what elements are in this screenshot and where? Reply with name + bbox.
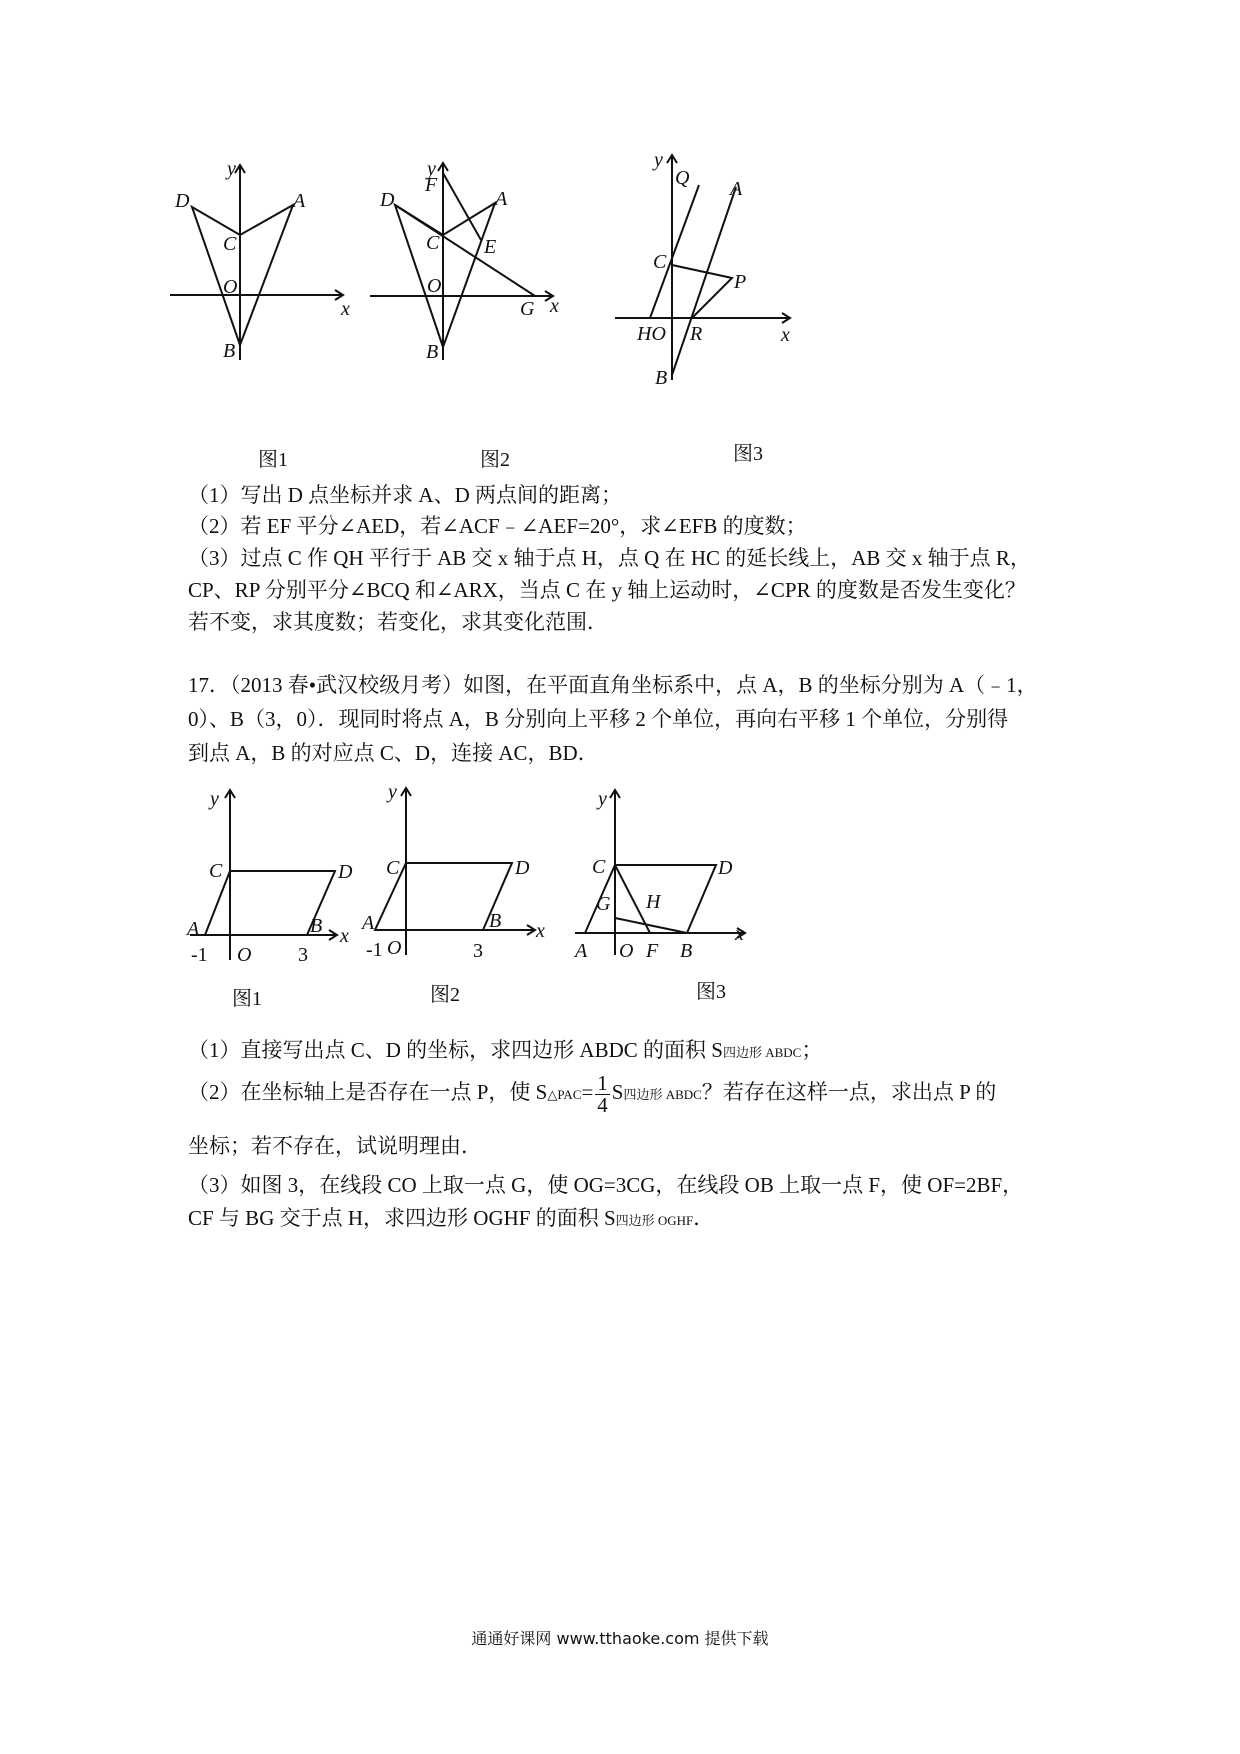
- label-B: B: [310, 915, 323, 937]
- segment-DG: [395, 205, 535, 296]
- label-C: C: [592, 856, 606, 878]
- q17-figure-1-caption: 图1: [232, 988, 262, 1010]
- label-O: O: [619, 940, 634, 962]
- label-C: C: [386, 857, 400, 879]
- tick-minus-1: -1: [366, 939, 383, 961]
- label-A: A: [293, 190, 306, 212]
- q17-part-3-line-1: （3）如图 3，在线段 CO 上取一点 G，使 OG=3CG，在线段 OB 上取一点 F，使 OF=2BF，: [188, 1173, 1024, 1197]
- q17-part-3-line-2: [188, 1203, 714, 1236]
- label-F: F: [646, 940, 659, 962]
- label-E: E: [484, 236, 497, 258]
- label-HO: HO: [637, 323, 666, 345]
- q17-part-2-sub1: △PAC: [547, 1087, 582, 1102]
- q16-figure-2-svg: [370, 155, 570, 370]
- label-O: O: [387, 937, 402, 959]
- label-x: x: [341, 298, 350, 320]
- q17-figure-2-caption: 图2: [430, 984, 460, 1006]
- q17-part-1-text: （1）直接写出点 C、D 的坐标，求四边形 ABDC 的面积 S: [188, 1038, 723, 1062]
- q16-line-2: （2）若 EF 平分∠AED，若∠ACF﹣∠AEF=20°，求∠EFB 的度数；: [188, 514, 807, 538]
- label-H: H: [646, 891, 661, 913]
- label-x: x: [735, 923, 744, 945]
- fraction-denominator: 4: [597, 1092, 608, 1117]
- label-y: y: [388, 781, 397, 803]
- label-D: D: [515, 857, 530, 879]
- label-A: A: [187, 918, 200, 940]
- label-F: F: [425, 174, 438, 196]
- label-O: O: [237, 944, 252, 966]
- q17-part-2-post: ？若存在这样一点，求出点 P 的: [701, 1080, 997, 1104]
- label-B: B: [426, 341, 439, 363]
- tick-minus-1: -1: [191, 944, 208, 966]
- q17-part-2-line-2: 坐标；若不存在，试说明理由．: [188, 1134, 482, 1158]
- polygon-DCAB: [192, 205, 293, 345]
- label-C: C: [223, 233, 237, 255]
- q16-figure-1: [165, 155, 355, 370]
- label-D: D: [175, 190, 190, 212]
- label-G: G: [520, 298, 535, 320]
- q16-line-4: CP、RP 分别平分∠BCQ 和∠ARX，当点 C 在 y 轴上运动时，∠CPR 的度数是否发生变化？: [188, 578, 1026, 602]
- label-O: O: [223, 276, 238, 298]
- label-y: y: [227, 158, 236, 180]
- label-D: D: [338, 861, 353, 883]
- q17-figure-1: [185, 785, 365, 965]
- q17-figure-3-svg: [570, 785, 770, 965]
- label-A: A: [495, 188, 508, 210]
- segment-GB: [615, 918, 687, 933]
- q17-figure-1-svg: [185, 785, 365, 965]
- label-y: y: [654, 149, 663, 171]
- q17-intro-line-2: 0）、B（3，0）．现同时将点 A，B 分别向上平移 2 个单位，再向右平移 1 个单位，分别得: [188, 707, 1009, 731]
- label-x: x: [781, 324, 790, 346]
- label-x: x: [536, 920, 545, 942]
- segment-FE: [443, 173, 481, 240]
- label-R: R: [690, 323, 703, 345]
- q17-part-1: [188, 1035, 822, 1068]
- label-B: B: [489, 910, 502, 932]
- q17-part-1-subscript: 四边形 ABDC: [722, 1045, 802, 1060]
- label-Q: Q: [675, 167, 690, 189]
- label-A: A: [575, 940, 588, 962]
- label-A: A: [730, 178, 743, 200]
- segments-CPR: [672, 265, 732, 318]
- q16-line-3: （3）过点 C 作 QH 平行于 AB 交 x 轴于点 H，点 Q 在 HC 的延长线上，AB 交 x 轴于点 R，: [188, 546, 1031, 570]
- label-D: D: [380, 189, 395, 211]
- q17-intro-line-3: 到点 A，B 的对应点 C、D，连接 AC，BD．: [188, 741, 599, 765]
- line-BA: [672, 187, 736, 375]
- q17-figure-2: [362, 780, 580, 962]
- label-C: C: [653, 251, 667, 273]
- q16-figure-3-svg: [610, 150, 805, 400]
- q17-part-3-subscript: 四边形 OGHF: [615, 1213, 694, 1228]
- q17-part-2: [188, 1068, 996, 1119]
- q17-part-2-sub2: 四边形 ABDC: [623, 1087, 702, 1102]
- q17-part-1-end: ；: [801, 1038, 823, 1062]
- segment-CF: [615, 865, 650, 933]
- label-x: x: [340, 925, 349, 947]
- page-footer: 通通好课网 www.tthaoke.com 提供下载: [471, 1629, 769, 1648]
- label-D: D: [718, 857, 733, 879]
- label-y: y: [598, 788, 607, 810]
- q17-figure-3: [570, 785, 770, 965]
- q17-figure-3-caption: 图3: [696, 981, 726, 1003]
- polygon-DCAB: [395, 203, 495, 347]
- label-C: C: [426, 232, 440, 254]
- q16-line-1: （1）写出 D 点坐标并求 A、D 两点间的距离；: [188, 483, 622, 507]
- label-B: B: [680, 940, 693, 962]
- q17-part-2-fraction: [595, 1070, 610, 1117]
- label-G: G: [596, 893, 611, 915]
- fraction-numerator: 1: [597, 1070, 608, 1095]
- label-B: B: [655, 367, 668, 389]
- q17-part-2-pre: （2）在坐标轴上是否存在一点 P，使 S: [188, 1080, 548, 1104]
- label-y: y: [427, 158, 436, 180]
- label-P: P: [734, 271, 747, 293]
- q17-part-3-line-2-pre: CF 与 BG 交于点 H，求四边形 OGHF 的面积 S: [188, 1206, 616, 1230]
- q17-figure-2-svg: [362, 780, 580, 962]
- label-B: B: [223, 340, 236, 362]
- q16-figure-2-caption: 图2: [480, 449, 510, 471]
- q16-figure-3-caption: 图3: [733, 443, 763, 465]
- label-O: O: [427, 275, 442, 297]
- label-C: C: [209, 860, 223, 882]
- q16-figure-2: [370, 155, 570, 370]
- label-y: y: [210, 788, 219, 810]
- q17-part-2-eq: =: [581, 1080, 594, 1104]
- tick-3: 3: [473, 940, 483, 962]
- q16-figure-3: [610, 150, 805, 400]
- tick-3: 3: [298, 944, 308, 966]
- q16-figure-1-caption: 图1: [258, 449, 288, 471]
- q16-line-5: 若不变，求其度数；若变化，求其变化范围．: [188, 610, 608, 634]
- q17-part-2-s: S: [611, 1080, 624, 1104]
- q17-part-3-line-2-end: ．: [693, 1206, 715, 1230]
- q17-intro-line-1: 17．（2013 春•武汉校级月考）如图，在平面直角坐标系中，点 A，B 的坐标分别为 A（﹣1，: [188, 673, 1038, 697]
- label-A: A: [362, 912, 375, 934]
- q16-figure-1-svg: [165, 155, 355, 370]
- label-x: x: [550, 295, 559, 317]
